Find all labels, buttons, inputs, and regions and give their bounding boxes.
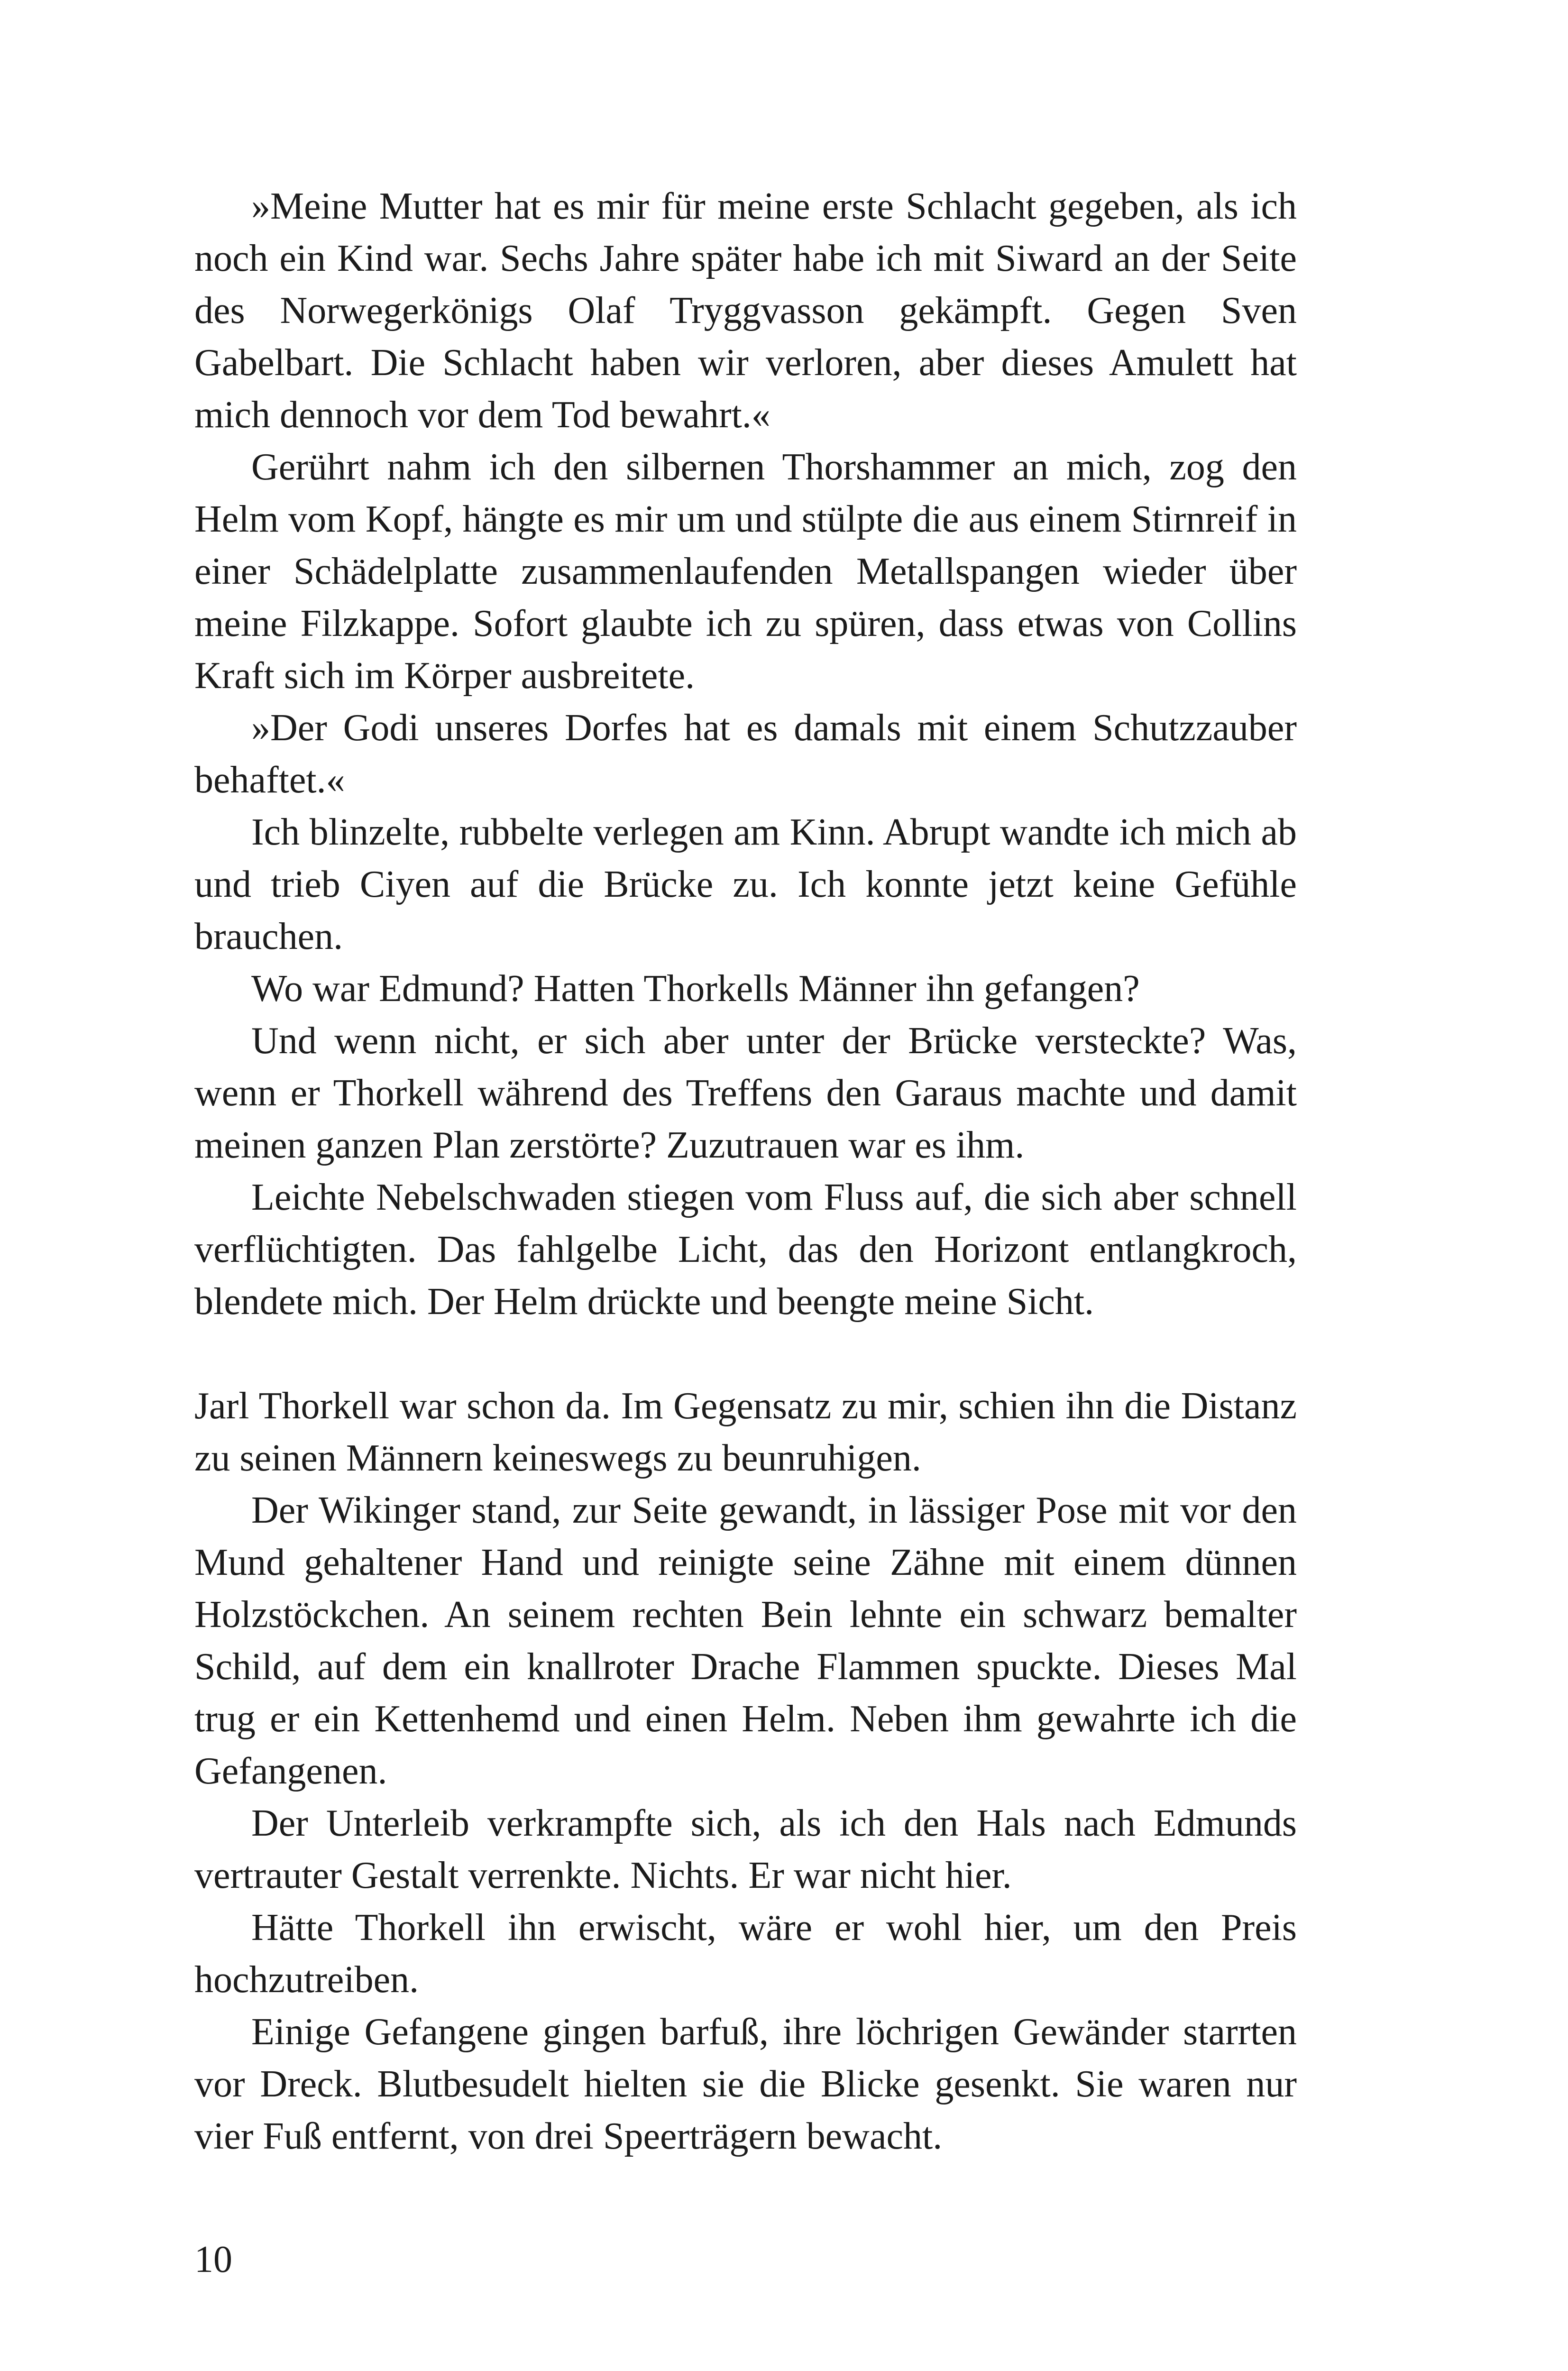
paragraph: Einige Gefangene gingen barfuß, ihre löchrigen Gewänder starrten vor Dreck. Blutbesudelt hielten sie die Blicke gesenkt. Sie waren nur vier Fuß entfernt, von drei Speerträgern bewacht.	[194, 2011, 1297, 2157]
paragraph: Und wenn nicht, er sich aber unter der Brücke versteckte? Was, wenn er Thorkell während des Treffens den Garaus machte und damit meinen ganzen Plan zerstörte? Zuzutrauen war es ihm.	[194, 1020, 1297, 1166]
paragraph: Jarl Thorkell war schon da. Im Gegensatz zu mir, schien ihn die Distanz zu seinen Männern keineswegs zu beunruhigen.	[194, 1385, 1297, 1479]
section-break	[194, 1328, 1297, 1380]
paragraph: Ich blinzelte, rubbelte verlegen am Kinn. Abrupt wandte ich mich ab und trieb Ciyen auf die Brücke zu. Ich konnte jetzt keine Gefühle brauchen.	[194, 811, 1297, 957]
paragraph: Leichte Nebelschwaden stiegen vom Fluss auf, die sich aber schnell verflüchtigten. Das fahlgelbe Licht, das den Horizont entlangkroch, blendete mich. Der Helm drückte und beengte meine Sicht.	[194, 1176, 1297, 1323]
paragraph: Der Wikinger stand, zur Seite gewandt, in lässiger Pose mit vor den Mund gehaltener Hand und reinigte seine Zähne mit einem dünnen Holzstöckchen. An seinem rechten Bein lehnte ein schwarz bemalter Schild, auf dem ein knallroter Drache Flammen spuckte. Dieses Mal trug er ein Kettenhemd und einen Helm. Neben ihm gewahrte ich die Gefangenen.	[194, 1489, 1297, 1792]
page-number: 10	[194, 2239, 232, 2280]
paragraph: Gerührt nahm ich den silbernen Thorshammer an mich, zog den Helm vom Kopf, hängte es mir um und stülpte die aus einem Stirnreif in einer Schädelplatte zusammenlaufenden Metallspangen wieder über meine Filzkappe. Sofort glaubte ich zu spüren, dass etwas von Collins Kraft sich im Körper ausbreitete.	[194, 446, 1297, 697]
paragraph: Hätte Thorkell ihn erwischt, wäre er wohl hier, um den Preis hochzutreiben.	[194, 1907, 1297, 2001]
paragraph: »Meine Mutter hat es mir für meine erste Schlacht gegeben, als ich noch ein Kind war. Sechs Jahre später habe ich mit Siward an der Seite des Norwegerkönigs Olaf Tryggvasson gekämpft. Gegen Sven Gabelbart. Die Schlacht haben wir verloren, aber dieses Amulett hat mich dennoch vor dem Tod bewahrt.«	[194, 185, 1297, 436]
paragraph: »Der Godi unseres Dorfes hat es damals mit einem Schutzzauber behaftet.«	[194, 707, 1297, 801]
body-text	[194, 180, 1297, 2162]
paragraph: Der Unterleib verkrampfte sich, als ich den Hals nach Edmunds vertrauter Gestalt verrenkte. Nichts. Er war nicht hier.	[194, 1802, 1297, 1896]
paragraph: Wo war Edmund? Hatten Thorkells Männer ihn gefangen?	[251, 968, 1140, 1010]
